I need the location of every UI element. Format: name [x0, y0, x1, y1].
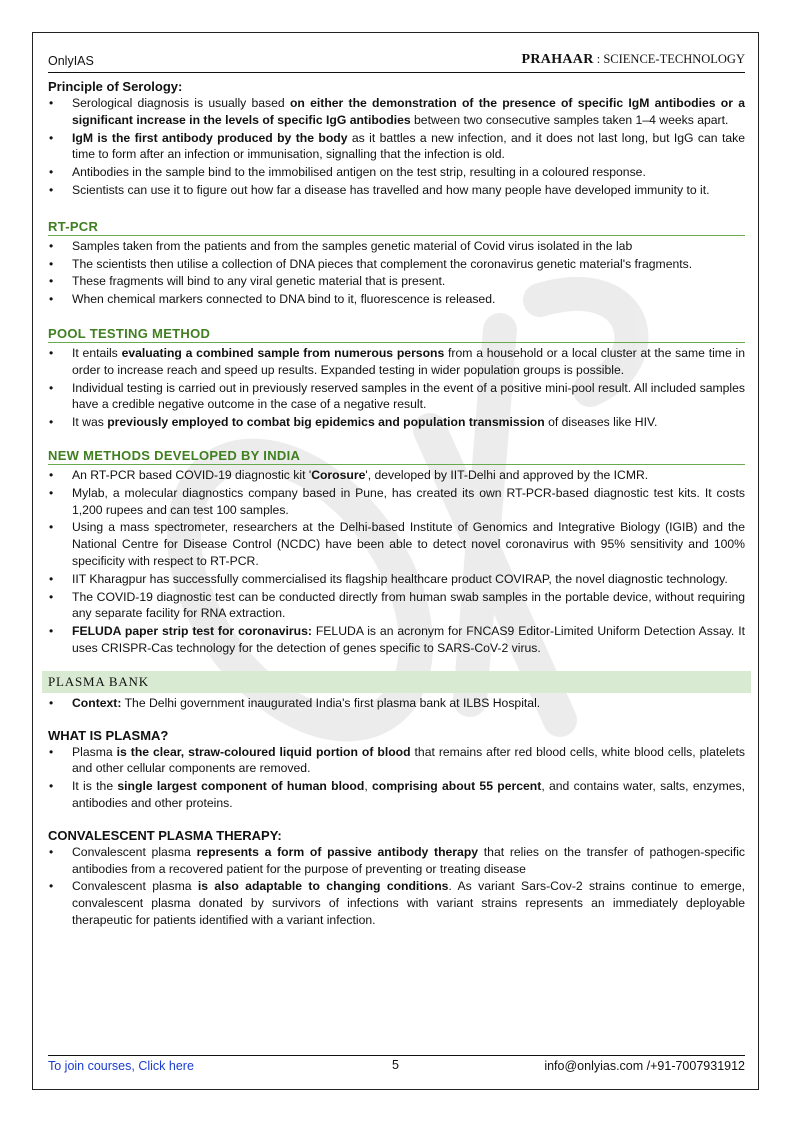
list-item: [48, 571, 745, 588]
what-is-plasma-list: [48, 744, 745, 812]
bold-text: represents a form of passive antibody therapy: [196, 844, 479, 859]
list-item: [48, 485, 745, 519]
text: The Delhi government inaugurated India's first plasma bank at ILBS Hospital.: [121, 695, 541, 710]
text: Antibodies in the sample bind to the immobilised antigen on the test strip, resulting in a coloured response.: [72, 165, 646, 180]
bold-text: Corosure: [311, 467, 366, 482]
text: Plasma: [72, 744, 117, 759]
heading-plasma-bank: PLASMA BANK: [42, 671, 751, 693]
heading-pool-testing: POOL TESTING METHOD: [48, 326, 745, 343]
page-number: 5: [392, 1058, 399, 1072]
pool-testing-list: [48, 345, 745, 431]
text: ', developed by IIT-Delhi and approved by the ICMR.: [365, 467, 649, 482]
title-subject: : SCIENCE-TECHNOLOGY: [593, 52, 745, 66]
bold-text: Context:: [72, 695, 122, 710]
list-item: [48, 182, 745, 199]
bold-text: IgM is the first antibody produced by the body: [72, 130, 348, 145]
text: Convalescent plasma: [72, 844, 197, 859]
rt-pcr-list: [48, 238, 745, 308]
text: Convalescent plasma: [72, 879, 198, 894]
list-item: [48, 256, 745, 273]
list-item: [48, 414, 745, 431]
list-item: [48, 345, 745, 379]
join-courses-link[interactable]: To join courses, Click here: [48, 1059, 194, 1073]
text: that remains after red blood cells, white blood cells, platelets and other cellular components are removed.: [72, 744, 746, 776]
list-item: [48, 744, 745, 778]
contact-info: info@onlyias.com /+91-7007931912: [544, 1059, 745, 1073]
text: as it battles a new infection, and it does not last long, but IgG can take time to form after an infection or immunisation, signalling that the infection is old.: [72, 130, 745, 162]
document-title: [522, 52, 745, 68]
list-item: [48, 878, 745, 928]
page-content: [48, 44, 745, 930]
text: ,: [364, 779, 372, 794]
text: It entails: [72, 345, 122, 360]
text: Mylab, a molecular diagnostics company based in Pune, has created its own RT-PCR-based diagnostic test kits. It costs 1,200 rupees and can test 100 samples.: [72, 485, 745, 517]
list-item: [48, 589, 745, 623]
text: Scientists can use it to figure out how far a disease has travelled and how many people have developed immunity to it.: [72, 182, 710, 197]
text: The scientists then utilise a collection of DNA pieces that complement the coronavirus genetic material's fragments.: [72, 256, 693, 271]
bold-text: single largest component of human blood: [117, 779, 365, 794]
heading-new-methods-india: NEW METHODS DEVELOPED BY INDIA: [48, 448, 745, 465]
text: between two consecutive samples taken 1–4 weeks apart.: [410, 112, 729, 127]
text: Using a mass spectrometer, researchers at the Delhi-based Institute of Genomics and Integrative Biology (IGIB) and the National Centre for Disease Control (NCDC) have been able to detect novel coronavirus with 95% sensitivity and 100% specificity with respect to RT-PCR.: [72, 520, 745, 568]
text: An RT-PCR based COVID-19 diagnostic kit ': [72, 467, 312, 482]
serology-list: [48, 95, 745, 199]
text: FELUDA is an acronym for FNCAS9 Editor-Limited Uniform Detection Assay. It uses CRISPR-Cas technology for the detection of genes specific to SARS-CoV-2 virus.: [72, 624, 746, 655]
text: of diseases like HIV.: [544, 415, 658, 430]
heading-principle-of-serology: Principle of Serology:: [48, 79, 183, 94]
text: Individual testing is carried out in previously reserved samples in the event of a positive mini-pool result. All included samples have a credible negative outcome in the case of a negative result.: [72, 380, 745, 412]
bold-text: evaluating a combined sample from numerous persons: [121, 345, 445, 360]
text: It is the: [72, 779, 118, 794]
text: Samples taken from the patients and from the samples genetic material of Covid virus isolated in the lab: [72, 238, 633, 253]
text: from a household or a local cluster at the same time in order to increase reach and speed up results. Expanded testing in wider population groups is possible.: [72, 345, 746, 377]
plasma-bank-list: [48, 695, 745, 712]
list-item: [48, 95, 745, 129]
bold-text: on either the demonstration of the presence of specific IgM antibodies or a significant increase in the levels of specific IgG antibodies: [72, 96, 745, 127]
text: Serological diagnosis is usually based: [72, 96, 290, 110]
list-item: [48, 380, 745, 414]
new-methods-list: [48, 467, 745, 657]
text: When chemical markers connected to DNA bind to it, fluorescence is released.: [72, 292, 496, 307]
bold-text: is also adaptable to changing conditions: [197, 879, 449, 894]
text: These fragments will bind to any viral genetic material that is present.: [72, 274, 446, 289]
brand-name: OnlyIAS: [48, 54, 94, 68]
bold-text: previously employed to combat big epidemics and population transmission: [107, 415, 545, 430]
list-item: [48, 164, 745, 181]
list-item: [48, 695, 745, 712]
list-item: [48, 844, 745, 878]
page-header: [48, 44, 745, 73]
text: IIT Kharagpur has successfully commercialised its flagship healthcare product COVIRAP, the novel diagnostic technology.: [72, 571, 728, 586]
list-item: [48, 519, 745, 569]
text: . As variant Sars-Cov-2 strains continue to emerge, convalescent plasma donated by survivors of infections with variant strains represents an immediately deployable therapeutic for patients identified with a variant infection.: [72, 879, 745, 927]
list-item: [48, 467, 745, 484]
list-item: [48, 273, 745, 290]
list-item: [48, 778, 745, 812]
bold-text: comprising about 55 percent: [372, 779, 542, 794]
text: that relies on the transfer of pathogen-specific antibodies from a recovered patient for the purpose of preventing or treating disease: [72, 844, 746, 876]
heading-what-is-plasma: WHAT IS PLASMA?: [48, 727, 169, 743]
heading-convalescent-plasma-therapy: CONVALESCENT PLASMA THERAPY:: [48, 827, 282, 843]
list-item: [48, 238, 745, 255]
heading-rt-pcr: RT-PCR: [48, 219, 745, 236]
text: The COVID-19 diagnostic test can be conducted directly from human swab samples in the portable device, without requiring any separate facility for RNA extraction.: [72, 589, 745, 621]
title-bold: PRAHAAR: [521, 52, 594, 67]
page-footer: [48, 1055, 745, 1073]
bold-text: is the clear, straw-coloured liquid portion of blood: [116, 744, 411, 759]
list-item: [48, 623, 745, 657]
convalescent-list: [48, 844, 745, 929]
bold-text: FELUDA paper strip test for coronavirus:: [72, 624, 312, 639]
list-item: [48, 291, 745, 308]
text: It was: [72, 415, 108, 430]
text: , and contains water, salts, enzymes, antibodies and other proteins.: [72, 779, 745, 810]
list-item: [48, 130, 745, 164]
